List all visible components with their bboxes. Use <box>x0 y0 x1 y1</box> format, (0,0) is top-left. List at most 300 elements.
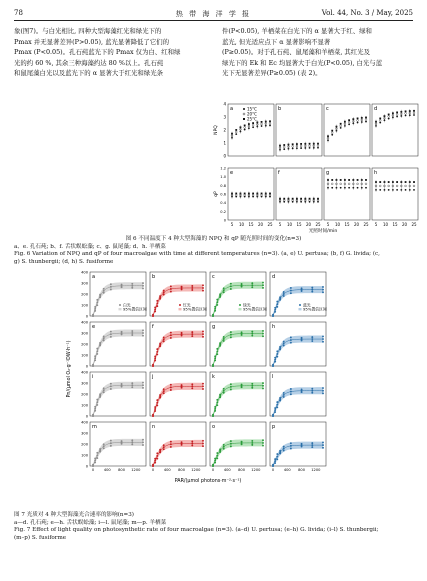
data-point <box>131 439 133 441</box>
data-point <box>92 414 94 416</box>
panel-letter: g <box>326 170 330 176</box>
panel-frame <box>276 168 322 220</box>
data-point <box>110 383 112 385</box>
data-point <box>142 439 144 441</box>
data-point <box>322 447 324 449</box>
data-point <box>322 338 324 340</box>
data-point <box>159 295 161 297</box>
y-tick-label: 200 <box>81 442 88 447</box>
data-point <box>202 445 204 447</box>
data-point <box>244 194 246 196</box>
data-point <box>276 350 278 352</box>
data-point <box>274 409 276 411</box>
data-point <box>159 394 161 396</box>
data-point <box>103 443 105 445</box>
data-point <box>357 122 359 124</box>
data-point <box>235 133 237 135</box>
data-point <box>262 333 264 335</box>
x-tick-label: 25 <box>363 222 369 227</box>
data-point <box>262 387 264 389</box>
data-point <box>142 287 144 289</box>
data-point <box>223 336 225 338</box>
data-point <box>272 314 274 316</box>
data-point <box>241 331 243 333</box>
data-point <box>262 335 264 337</box>
data-point <box>202 383 204 385</box>
data-point <box>379 122 381 124</box>
y-tick-label: 300 <box>81 381 88 386</box>
data-point <box>202 336 204 338</box>
data-point <box>163 294 165 296</box>
data-point <box>152 364 154 366</box>
data-point <box>252 126 254 128</box>
data-point <box>396 181 398 183</box>
data-point <box>331 183 333 185</box>
data-point <box>214 406 216 408</box>
data-point <box>103 340 105 342</box>
data-point <box>365 187 367 189</box>
x-tick-label: 15 <box>344 222 350 227</box>
data-point <box>244 125 246 127</box>
data-point <box>269 122 271 124</box>
data-point <box>309 198 311 200</box>
data-point <box>276 356 278 358</box>
data-point <box>99 294 101 296</box>
data-point <box>276 401 278 403</box>
right-column-text <box>222 26 414 79</box>
x-tick-label: 25 <box>267 222 273 227</box>
data-point <box>309 147 311 149</box>
data-point <box>251 333 253 335</box>
panel-frame <box>210 322 266 366</box>
data-point <box>379 189 381 191</box>
data-point <box>142 387 144 389</box>
data-point <box>274 359 276 361</box>
data-point <box>110 440 112 442</box>
panel-letter: b <box>152 274 156 280</box>
data-point <box>163 392 165 394</box>
data-point <box>163 448 165 450</box>
data-point <box>357 187 359 189</box>
data-point <box>94 406 96 408</box>
data-point <box>396 112 398 114</box>
data-point <box>276 453 278 455</box>
data-point <box>292 198 294 200</box>
data-point <box>413 114 415 116</box>
data-point <box>110 445 112 447</box>
y-axis-label-npq: NPQ <box>214 125 219 135</box>
data-point <box>216 304 218 306</box>
data-point <box>292 143 294 145</box>
data-point <box>159 449 161 451</box>
volume-info: Vol. 44, No. 3 / May, 2025 <box>321 9 413 17</box>
data-point <box>216 399 218 401</box>
data-point <box>230 443 232 445</box>
data-point <box>396 114 398 116</box>
data-point <box>92 314 94 316</box>
data-point <box>191 387 193 389</box>
data-point <box>156 404 158 406</box>
data-point <box>283 394 285 396</box>
data-point <box>94 310 96 312</box>
data-point <box>96 404 98 406</box>
data-point <box>317 143 319 145</box>
data-point <box>156 458 158 460</box>
data-point <box>230 283 232 285</box>
data-point <box>142 444 144 446</box>
data-point <box>322 387 324 389</box>
figure-6-npq-qp <box>214 100 417 234</box>
data-point <box>216 353 218 355</box>
data-point <box>230 288 232 290</box>
data-point <box>311 392 313 394</box>
data-point <box>170 337 172 339</box>
y-tick-label: 100 <box>81 403 88 408</box>
legend-label: 20°C <box>247 111 257 117</box>
data-point <box>251 282 253 284</box>
data-point <box>279 346 281 348</box>
figure-6-caption <box>14 236 413 266</box>
data-point <box>331 187 333 189</box>
data-point <box>110 388 112 390</box>
y-tick-label: 1.2 <box>220 166 226 171</box>
data-point <box>251 284 253 286</box>
y-tick-label: 0.8 <box>220 183 226 188</box>
data-point <box>311 390 313 392</box>
data-point <box>251 387 253 389</box>
data-point <box>156 452 158 454</box>
fig6-caption-en-2: g) S. thunbergii; (d, h) S. fusiforme <box>14 258 114 265</box>
data-point <box>99 393 101 395</box>
x-tick-label: 1200 <box>131 468 141 472</box>
data-point <box>276 353 278 355</box>
data-point <box>262 445 264 447</box>
data-point <box>202 290 204 292</box>
y-tick-label: 100 <box>81 453 88 458</box>
data-point <box>405 115 407 117</box>
y-tick-label: 100 <box>81 353 88 358</box>
panel-frame <box>90 372 146 416</box>
data-point <box>163 446 165 448</box>
data-point <box>181 286 183 288</box>
data-point <box>311 388 313 390</box>
data-point <box>154 360 156 362</box>
panel-letter: o <box>212 424 216 430</box>
data-point <box>103 292 105 294</box>
data-point <box>269 194 271 196</box>
x-tick-label: 10 <box>286 222 293 227</box>
data-point <box>241 441 243 443</box>
x-tick-label: 0 <box>211 468 215 472</box>
data-point <box>283 345 285 347</box>
data-point <box>121 284 123 286</box>
data-point <box>214 410 216 412</box>
y-tick-label: 300 <box>81 431 88 436</box>
legend-marker <box>243 118 245 120</box>
data-point <box>388 118 390 120</box>
figure-7-photosynthesis <box>60 268 340 508</box>
page-number: 78 <box>14 9 23 17</box>
data-point <box>283 144 285 146</box>
data-point <box>214 458 216 460</box>
data-point <box>223 287 225 289</box>
data-point <box>154 410 156 412</box>
data-point <box>340 179 342 181</box>
data-point <box>230 440 232 442</box>
data-point <box>317 199 319 201</box>
data-point <box>317 198 319 200</box>
x-tick-label: 1200 <box>191 468 201 472</box>
data-point <box>283 148 285 150</box>
data-point <box>283 392 285 394</box>
data-point <box>163 292 165 294</box>
data-point <box>300 198 302 200</box>
journal-title: 热 带 海 洋 学 报 <box>175 10 252 18</box>
data-point <box>292 148 294 150</box>
data-point <box>251 286 253 288</box>
data-point <box>388 114 390 116</box>
data-point <box>230 336 232 338</box>
y-tick-label: 0 <box>85 364 88 369</box>
data-point <box>413 110 415 112</box>
data-point <box>110 283 112 285</box>
data-point <box>202 287 204 289</box>
data-point <box>110 331 112 333</box>
x-tick-label: 25 <box>411 222 417 227</box>
data-point <box>131 441 133 443</box>
data-point <box>290 287 292 289</box>
x-tick-label: 1200 <box>251 468 261 472</box>
data-point <box>235 131 237 133</box>
legend-label: 95%置信区间 <box>243 306 267 312</box>
data-point <box>279 296 281 298</box>
data-point <box>142 384 144 386</box>
data-point <box>223 340 225 342</box>
fig7-caption-cn: 图 7 光质对 4 种大型海藻光合速率的影响(n=3) <box>14 512 134 518</box>
data-point <box>191 385 193 387</box>
data-point <box>379 120 381 122</box>
data-point <box>154 310 156 312</box>
x-tick-label: 1200 <box>311 468 321 472</box>
data-point <box>274 411 276 413</box>
data-point <box>94 308 96 310</box>
data-point <box>262 385 264 387</box>
data-point <box>163 444 165 446</box>
data-point <box>202 333 204 335</box>
data-point <box>244 129 246 131</box>
data-point <box>121 440 123 442</box>
data-point <box>131 332 133 334</box>
data-point <box>191 444 193 446</box>
data-point <box>235 193 237 195</box>
y-tick-label: 400 <box>81 420 88 425</box>
data-point <box>94 408 96 410</box>
data-point <box>142 285 144 287</box>
legend-label: 15°C <box>247 106 257 112</box>
data-point <box>290 339 292 341</box>
data-point <box>94 355 96 357</box>
data-point <box>348 187 350 189</box>
data-point <box>405 110 407 112</box>
data-point <box>244 193 246 195</box>
data-point <box>251 440 253 442</box>
data-point <box>216 301 218 303</box>
panel-letter: p <box>272 424 276 430</box>
data-point <box>311 289 313 291</box>
data-point <box>131 334 133 336</box>
data-point <box>223 388 225 390</box>
data-point <box>276 306 278 308</box>
data-point <box>154 406 156 408</box>
data-point <box>276 406 278 408</box>
x-tick-label: 400 <box>283 468 291 472</box>
data-point <box>142 332 144 334</box>
data-point <box>110 336 112 338</box>
x-tick-label: 800 <box>178 468 186 472</box>
data-point <box>274 458 276 460</box>
data-point <box>322 392 324 394</box>
panel-letter: k <box>212 374 215 380</box>
data-point <box>216 299 218 301</box>
text-line: 象(图7)。与白光相比, 四种大型海藻红光和绿光下的 <box>14 27 162 35</box>
panel-frame <box>228 168 274 220</box>
data-point <box>216 452 218 454</box>
panel-letter: c <box>326 106 329 112</box>
data-point <box>340 125 342 127</box>
data-point <box>261 193 263 195</box>
data-point <box>181 332 183 334</box>
x-tick-label: 15 <box>392 222 398 227</box>
data-point <box>235 194 237 196</box>
x-tick-label: 10 <box>238 222 245 227</box>
data-point <box>301 443 303 445</box>
legend-label: 绿光 <box>243 302 251 308</box>
data-point <box>156 303 158 305</box>
data-point <box>131 384 133 386</box>
data-point <box>110 333 112 335</box>
data-point <box>251 335 253 337</box>
data-point <box>322 442 324 444</box>
data-point <box>348 123 350 125</box>
data-point <box>156 305 158 307</box>
x-tick-label: 5 <box>230 222 234 227</box>
data-point <box>300 143 302 145</box>
data-point <box>357 120 359 122</box>
data-point <box>230 331 232 333</box>
data-point <box>214 462 216 464</box>
data-point <box>94 459 96 461</box>
data-point <box>214 460 216 462</box>
data-point <box>309 145 311 147</box>
data-point <box>94 410 96 412</box>
data-point <box>152 314 154 316</box>
panel-frame <box>150 322 206 366</box>
y-tick-label: 1.0 <box>220 175 226 180</box>
data-point <box>274 361 276 363</box>
data-point <box>322 286 324 288</box>
data-point <box>96 457 98 459</box>
data-point <box>103 336 105 338</box>
data-point <box>191 331 193 333</box>
legend-marker <box>299 304 301 306</box>
figure-7-caption <box>14 512 413 542</box>
data-point <box>163 390 165 392</box>
legend-band-marker <box>119 308 122 310</box>
data-point <box>251 331 253 333</box>
data-point <box>170 288 172 290</box>
data-point <box>212 414 214 416</box>
data-point <box>274 309 276 311</box>
data-point <box>131 287 133 289</box>
panel-letter: n <box>152 424 156 430</box>
legend-marker <box>243 108 245 110</box>
panel-frame <box>270 322 326 366</box>
data-point <box>311 340 313 342</box>
data-point <box>202 284 204 286</box>
data-point <box>262 284 264 286</box>
data-point <box>214 310 216 312</box>
data-point <box>230 386 232 388</box>
data-point <box>405 189 407 191</box>
data-point <box>251 383 253 385</box>
text-line: 光的约 60 %, 其余三种海藻约达 80 %以上。孔石莼 <box>14 58 164 67</box>
data-point <box>170 332 172 334</box>
data-point <box>170 389 172 391</box>
data-point <box>311 444 313 446</box>
x-tick-label: 15 <box>248 222 254 227</box>
data-point <box>388 116 390 118</box>
panel-letter: j <box>152 374 154 380</box>
data-point <box>230 445 232 447</box>
data-point <box>379 185 381 187</box>
data-point <box>212 464 214 466</box>
panel-letter: e <box>92 324 96 330</box>
y-tick-label: 0 <box>223 218 226 223</box>
data-point <box>170 334 172 336</box>
y-tick-label: 200 <box>81 342 88 347</box>
data-point <box>131 443 133 445</box>
data-point <box>214 308 216 310</box>
y-axis-label: Pn/(µmol O₂·g⁻¹DW·h⁻¹) <box>67 340 72 398</box>
data-point <box>331 132 333 134</box>
legend-label: 95%置信区间 <box>123 306 147 312</box>
data-point <box>365 119 367 121</box>
data-point <box>110 385 112 387</box>
data-point <box>283 295 285 297</box>
data-point <box>262 282 264 284</box>
data-point <box>96 401 98 403</box>
data-point <box>219 394 221 396</box>
x-tick-label: 0 <box>151 468 155 472</box>
data-point <box>365 117 367 119</box>
y-tick-label: 0.2 <box>220 209 226 214</box>
data-point <box>191 443 193 445</box>
data-point <box>121 383 123 385</box>
data-point <box>131 386 133 388</box>
data-point <box>365 179 367 181</box>
data-point <box>276 456 278 458</box>
panel-frame <box>276 104 322 156</box>
data-point <box>272 364 274 366</box>
data-point <box>94 359 96 361</box>
data-point <box>154 358 156 360</box>
data-point <box>96 454 98 456</box>
data-point <box>300 145 302 147</box>
data-point <box>156 399 158 401</box>
data-point <box>103 391 105 393</box>
data-point <box>96 348 98 350</box>
data-point <box>94 461 96 463</box>
